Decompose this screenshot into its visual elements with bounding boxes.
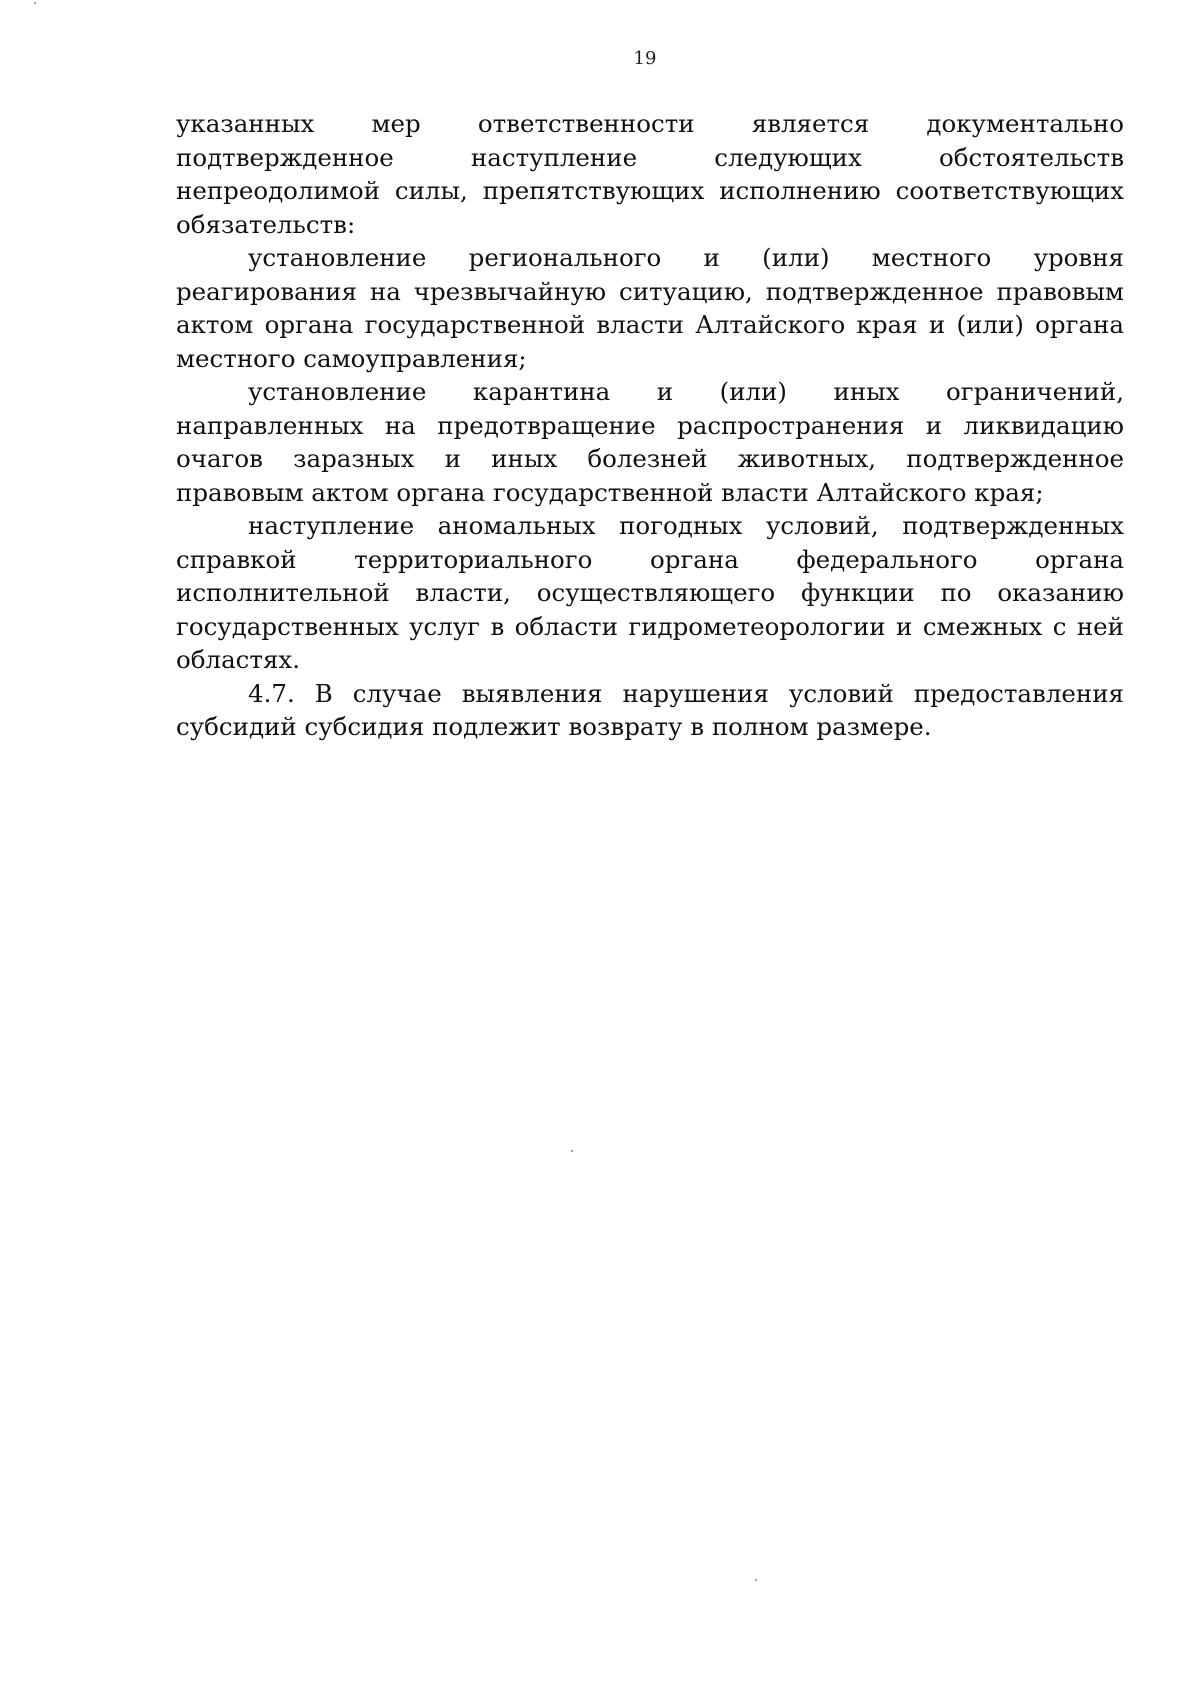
paragraph-clause-4-7: 4.7. В случае выявления нарушения условий предоставления субсидий субсидия подлежит возврату в полном размере.	[176, 678, 1124, 741]
paragraph-regional-emergency: установление регионального и (или) местного уровня реагирования на чрезвычайную ситуацию, подтвержденное правовым актом органа государственной власти Алтайского края и (или) органа местного самоуправления;	[176, 243, 1124, 373]
scan-speck	[34, 2, 36, 4]
scan-speck	[571, 1150, 573, 1152]
paragraph-continuation: указанных мер ответственности является документально подтвержденное наступление следующих обстоятельств непреодолимой силы, препятствующих исполнению соответствующих обязательств:	[176, 109, 1124, 239]
page-number: 19	[633, 48, 657, 69]
paragraph-weather-conditions: наступление аномальных погодных условий, подтвержденных справкой территориального органа федерального органа исполнительной власти, осуществляющего функции по оказанию государственных услуг в области гидрометеорологии и смежных с ней областях.	[176, 511, 1124, 674]
scan-speck	[755, 1579, 757, 1581]
document-body	[176, 107, 1124, 744]
paragraph-quarantine: установление карантина и (или) иных ограничений, направленных на предотвращение распространения и ликвидацию очагов заразных и иных болезней животных, подтвержденное правовым актом органа государственной власти Алтайского края;	[176, 377, 1124, 507]
